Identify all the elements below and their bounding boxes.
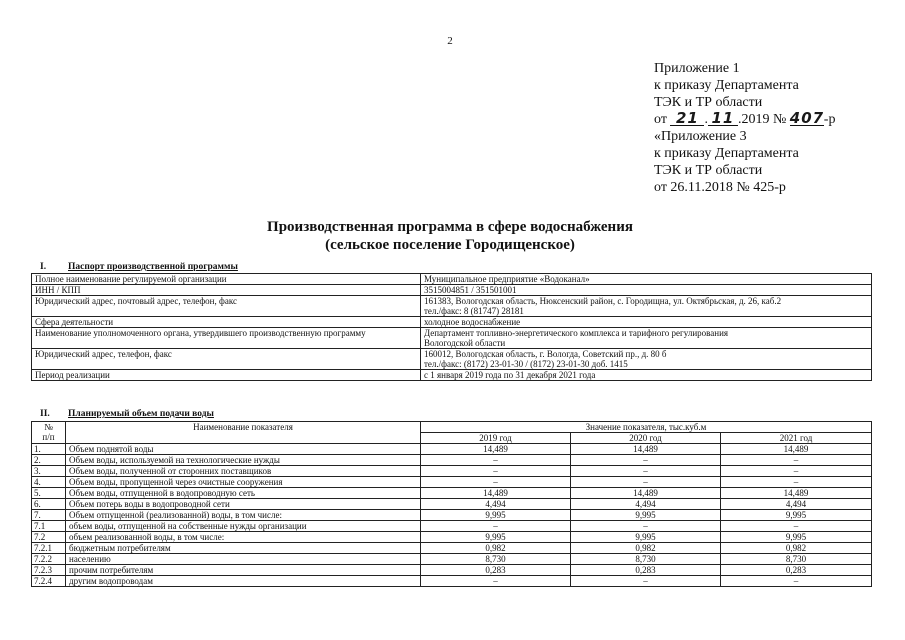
value-2019: – xyxy=(421,576,571,587)
appendix-line: ТЭК и ТР области xyxy=(654,95,763,110)
value-2020: 9,995 xyxy=(571,510,721,521)
table-row xyxy=(32,477,872,488)
row-label: ИНН / КПП xyxy=(32,285,421,296)
row-label: Полное наименование регулируемой организации xyxy=(32,274,421,285)
handwritten-day: 21 xyxy=(670,111,704,126)
order-suffix: -р xyxy=(823,112,836,127)
row-name: Объем воды, пропущенной через очистные сооружения xyxy=(66,477,421,488)
row-name: Объем потерь воды в водопроводной сети xyxy=(66,499,421,510)
value-2021: – xyxy=(721,521,872,532)
row-number: 2. xyxy=(32,455,66,466)
title-subtitle: (сельское поселение Городищенское) xyxy=(325,237,575,253)
row-name: Объем поднятой воды xyxy=(66,444,421,455)
value-2020: – xyxy=(571,477,721,488)
value-2019: – xyxy=(421,477,571,488)
appendix-block xyxy=(654,60,894,196)
row-value: Вологодской области xyxy=(424,338,506,348)
row-label: Юридический адрес, телефон, факс xyxy=(32,349,421,370)
table-row xyxy=(32,510,872,521)
row-value: Департамент топливно-энергетического комплекса и тарифного регулирования xyxy=(424,328,729,338)
appendix-line: от 26.11.2018 № 425-р xyxy=(654,180,786,195)
table-row xyxy=(32,317,872,328)
value-2019: – xyxy=(421,466,571,477)
passport-table xyxy=(31,273,872,381)
row-label: Период реализации xyxy=(32,370,421,381)
water-table-body xyxy=(32,444,872,587)
table-row xyxy=(32,285,872,296)
header-year: 2021 год xyxy=(721,433,872,444)
header-year: 2020 год xyxy=(571,433,721,444)
value-2021: 0,982 xyxy=(721,543,872,554)
row-number: 4. xyxy=(32,477,66,488)
row-name: Объем отпущенной (реализованной) воды, в том числе: xyxy=(66,510,421,521)
water-supply-table xyxy=(31,421,872,587)
table-row xyxy=(32,499,872,510)
value-2020: 0,982 xyxy=(571,543,721,554)
value-2021: 14,489 xyxy=(721,488,872,499)
value-2021: 9,995 xyxy=(721,510,872,521)
value-2020: 4,494 xyxy=(571,499,721,510)
appendix-date-line xyxy=(654,111,894,128)
section-title: Паспорт производственной программы xyxy=(68,262,238,272)
document-title xyxy=(150,218,750,254)
value-2019: 8,730 xyxy=(421,554,571,565)
row-name: бюджетным потребителям xyxy=(66,543,421,554)
value-2020: 8,730 xyxy=(571,554,721,565)
table-row xyxy=(32,444,872,455)
table-row xyxy=(32,576,872,587)
table-row xyxy=(32,488,872,499)
date-separator: . xyxy=(704,112,708,127)
row-label: Юридический адрес, почтовый адрес, телефон, факс xyxy=(32,296,421,317)
row-number: 7.2.1 xyxy=(32,543,66,554)
handwritten-month: 11 xyxy=(708,111,738,126)
handwritten-order-number: 407 xyxy=(789,109,825,127)
section1-heading xyxy=(40,262,238,272)
table-row xyxy=(32,466,872,477)
table-row xyxy=(32,554,872,565)
row-value: Муниципальное предприятие «Водоканал» xyxy=(421,274,872,285)
value-2021: – xyxy=(721,455,872,466)
table-row xyxy=(32,296,872,317)
value-2019: 0,982 xyxy=(421,543,571,554)
table-row xyxy=(32,543,872,554)
appendix-line: Приложение 1 xyxy=(654,61,740,76)
row-value: 3515004851 / 351501001 xyxy=(421,285,872,296)
table-row xyxy=(32,328,872,349)
row-name: объем реализованной воды, в том числе: xyxy=(66,532,421,543)
table-row xyxy=(32,455,872,466)
value-2019: 0,283 xyxy=(421,565,571,576)
appendix-line: ТЭК и ТР области xyxy=(654,163,763,178)
row-value: 160012, Вологодская область, г. Вологда, Советский пр., д. 80 б xyxy=(424,349,667,359)
row-name: прочим потребителям xyxy=(66,565,421,576)
value-2019: – xyxy=(421,455,571,466)
value-2020: – xyxy=(571,576,721,587)
value-2021: – xyxy=(721,576,872,587)
value-2021: 14,489 xyxy=(721,444,872,455)
row-label: Наименование уполномоченного органа, утвердившего производственную программу xyxy=(32,328,421,349)
value-2020: – xyxy=(571,466,721,477)
value-2020: 9,995 xyxy=(571,532,721,543)
row-value: с 1 января 2019 года по 31 декабря 2021 года xyxy=(421,370,872,381)
row-value-cell xyxy=(421,328,872,349)
value-2020: – xyxy=(571,521,721,532)
table-header-row xyxy=(32,422,872,433)
row-name: Объем воды, полученной от сторонних поставщиков xyxy=(66,466,421,477)
table-row xyxy=(32,274,872,285)
row-value: 161383, Вологодская область, Нюксенский район, с. Городищна, ул. Октябрьская, д. 26, каб.2 xyxy=(424,296,782,306)
section2-heading xyxy=(40,409,214,419)
value-2019: 14,489 xyxy=(421,488,571,499)
section-number: II. xyxy=(40,409,50,419)
table-row xyxy=(32,370,872,381)
value-2019: 9,995 xyxy=(421,510,571,521)
value-2021: 8,730 xyxy=(721,554,872,565)
value-2019: 4,494 xyxy=(421,499,571,510)
row-name: Объем воды, отпущенной в водопроводную сеть xyxy=(66,488,421,499)
value-2019: 14,489 xyxy=(421,444,571,455)
row-number: 6. xyxy=(32,499,66,510)
table-row xyxy=(32,521,872,532)
value-2021: 4,494 xyxy=(721,499,872,510)
header-year: 2019 год xyxy=(421,433,571,444)
row-number: 7.2 xyxy=(32,532,66,543)
table-row xyxy=(32,349,872,370)
header-num: № xyxy=(44,422,53,432)
header-values: Значение показателя, тыс.куб.м xyxy=(421,422,872,433)
value-2019: – xyxy=(421,521,571,532)
row-name: населению xyxy=(66,554,421,565)
value-2021: 9,995 xyxy=(721,532,872,543)
title-line: Производственная программа в сфере водоснабжения xyxy=(267,219,633,235)
row-number: 7.1 xyxy=(32,521,66,532)
row-number: 1. xyxy=(32,444,66,455)
value-2020: 14,489 xyxy=(571,488,721,499)
row-number: 5. xyxy=(32,488,66,499)
page-number: 2 xyxy=(447,35,453,47)
header-num: п/п xyxy=(42,432,55,442)
row-number: 3. xyxy=(32,466,66,477)
row-name: объем воды, отпущенной на собственные нужды организации xyxy=(66,521,421,532)
date-year: .2019 № xyxy=(737,112,787,127)
row-value: тел./факс: (8172) 23-01-30 / (8172) 23-01-30 доб. 1415 xyxy=(424,359,628,369)
row-name: Объем воды, используемой на технологические нужды xyxy=(66,455,421,466)
row-number: 7.2.4 xyxy=(32,576,66,587)
value-2021: – xyxy=(721,466,872,477)
appendix-line: «Приложение 3 xyxy=(654,129,747,144)
value-2020: 0,283 xyxy=(571,565,721,576)
table-row xyxy=(32,565,872,576)
row-number: 7.2.3 xyxy=(32,565,66,576)
row-value: тел./факс: 8 (81747) 28181 xyxy=(424,306,524,316)
row-value-cell xyxy=(421,296,872,317)
table-row xyxy=(32,532,872,543)
value-2019: 9,995 xyxy=(421,532,571,543)
appendix-line: к приказу Департамента xyxy=(654,146,799,161)
date-prefix: от xyxy=(654,112,667,127)
value-2020: – xyxy=(571,455,721,466)
row-label: Сфера деятельности xyxy=(32,317,421,328)
row-number: 7. xyxy=(32,510,66,521)
value-2021: – xyxy=(721,477,872,488)
appendix-line: к приказу Департамента xyxy=(654,78,799,93)
section-title: Планируемый объем подачи воды xyxy=(68,409,214,419)
section-number: I. xyxy=(40,262,47,272)
row-name: другим водопроводам xyxy=(66,576,421,587)
row-value-cell xyxy=(421,349,872,370)
value-2020: 14,489 xyxy=(571,444,721,455)
row-number: 7.2.2 xyxy=(32,554,66,565)
value-2021: 0,283 xyxy=(721,565,872,576)
row-value: холодное водоснабжение xyxy=(421,317,872,328)
header-num-cell xyxy=(32,422,66,444)
header-name: Наименование показателя xyxy=(66,422,421,444)
